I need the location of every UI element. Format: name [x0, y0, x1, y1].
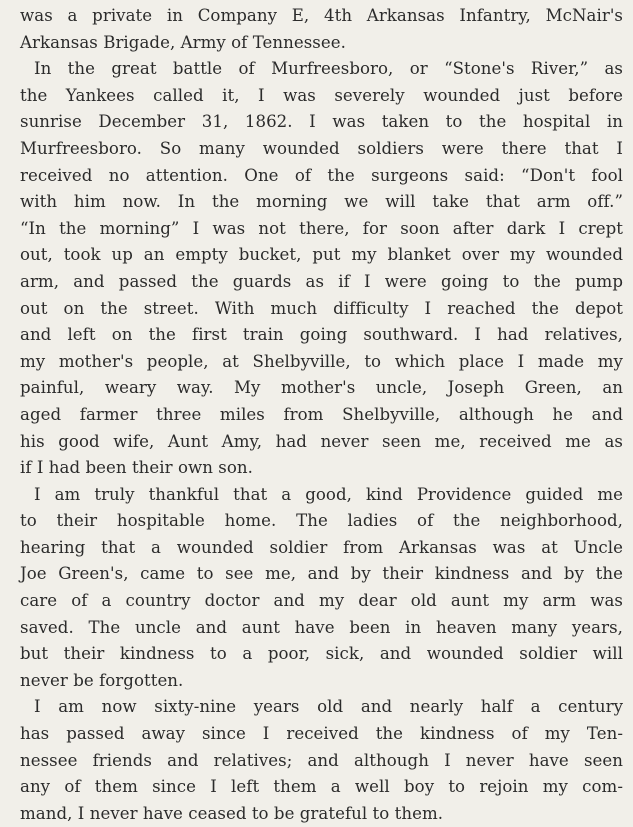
text-line: but their kindness to a poor, sick, and wounded soldier will	[20, 644, 623, 664]
text-line: Joe Green's, came to see me, and by their kindness and by the	[20, 564, 623, 584]
text-line: to their hospitable home. The ladies of the neighborhood,	[20, 511, 623, 531]
text-line: received no attention. One of the surgeons said: “Don't fool	[20, 165, 623, 185]
text-line: sunrise December 31, 1862. I was taken to the hospital in	[20, 112, 623, 132]
text-line: out, took up an empty bucket, put my blanket over my wounded	[20, 245, 623, 265]
text-line: if I had been their own son.	[20, 458, 253, 478]
text-line: the Yankees called it, I was severely wounded just before	[20, 85, 623, 105]
text-line: I am now sixty-nine years old and nearly half a century	[34, 697, 623, 717]
text-line: never be forgotten.	[20, 670, 184, 690]
text-line: arm, and passed the guards as if I were going to the pump	[20, 271, 623, 291]
text-line: “In the morning” I was not there, for soon after dark I crept	[20, 218, 623, 238]
text-line: was a private in Company E, 4th Arkansas Infantry, McNair's	[20, 6, 623, 25]
text-line: care of a country doctor and my dear old aunt my arm was	[20, 591, 623, 611]
text-line: saved. The uncle and aunt have been in heaven many years,	[20, 617, 623, 637]
text-line: Arkansas Brigade, Army of Tennessee.	[20, 32, 346, 52]
text-line: In the great battle of Murfreesboro, or “Stone's River,” as	[34, 59, 623, 79]
text-line: aged farmer three miles from Shelbyville, although he and	[20, 404, 623, 424]
text-line: nessee friends and relatives; and although I never have seen	[20, 750, 623, 770]
text-line: Murfreesboro. So many wounded soldiers were there that I	[20, 138, 623, 158]
text-line: mand, I never have ceased to be grateful to them.	[20, 803, 444, 823]
text-line: has passed away since I received the kindness of my Ten-	[20, 724, 623, 744]
text-line: with him now. In the morning we will take that arm off.”	[20, 192, 623, 212]
paragraph-2	[20, 56, 623, 482]
text-line: I am truly thankful that a good, kind Providence guided me	[34, 484, 623, 504]
paragraph-4	[20, 694, 623, 827]
text-line: my mother's people, at Shelbyville, to which place I made my	[20, 351, 623, 371]
text-line: out on the street. With much difficulty I reached the depot	[20, 298, 623, 318]
text-line: painful, weary way. My mother's uncle, Joseph Green, an	[20, 378, 623, 398]
text-line: and left on the first train going southward. I had relatives,	[20, 325, 623, 345]
text-line: hearing that a wounded soldier from Arkansas was at Uncle	[20, 537, 623, 557]
paragraph-3	[20, 482, 623, 695]
paragraph-1	[20, 3, 623, 56]
text-line: his good wife, Aunt Amy, had never seen me, received me as	[20, 431, 623, 451]
text-line: any of them since I left them a well boy to rejoin my com-	[20, 777, 623, 797]
